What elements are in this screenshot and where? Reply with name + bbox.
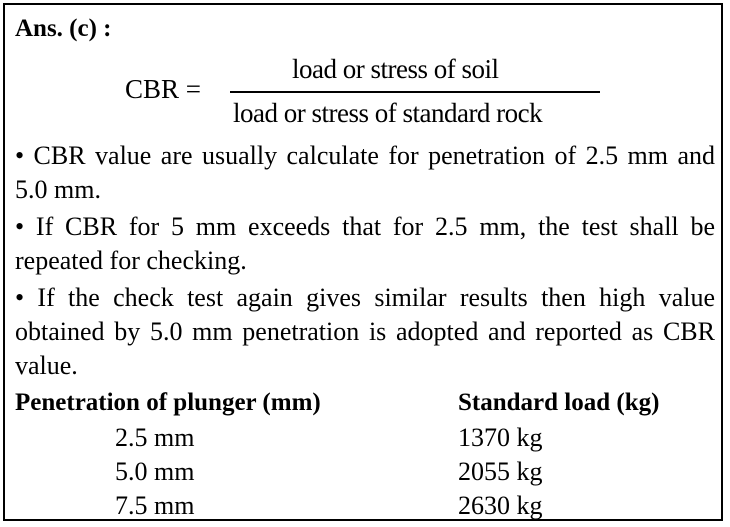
penetration-cell: 5.0 mm — [115, 457, 195, 486]
bullet-point: • If the check test again gives similar results then high value obtained by 5.0 mm penetration is adopted and reported as CBR value. — [15, 283, 715, 380]
formula-numerator: load or stress of soil — [292, 54, 499, 84]
answer-heading: Ans. (c) : — [15, 15, 112, 42]
cbr-formula — [125, 53, 645, 133]
bullet-point: • CBR value are usually calculate for penetration of 2.5 mm and 5.0 mm. — [15, 141, 715, 204]
column-header-load: Standard load (kg) — [458, 389, 660, 416]
column-header-penetration: Penetration of plunger (mm) — [15, 389, 321, 416]
fraction-bar — [230, 91, 600, 93]
load-cell: 2630 kg — [458, 491, 543, 520]
formula-denominator: load or stress of standard rock — [233, 98, 543, 128]
bullet-point: • If CBR for 5 mm exceeds that for 2.5 mm, the test shall be repeated for checking. — [15, 212, 715, 275]
answer-box — [3, 3, 723, 521]
load-cell: 2055 kg — [458, 457, 543, 486]
penetration-cell: 7.5 mm — [115, 491, 195, 520]
load-cell: 1370 kg — [458, 423, 543, 452]
penetration-cell: 2.5 mm — [115, 423, 195, 452]
formula-lhs: CBR = — [125, 74, 202, 104]
